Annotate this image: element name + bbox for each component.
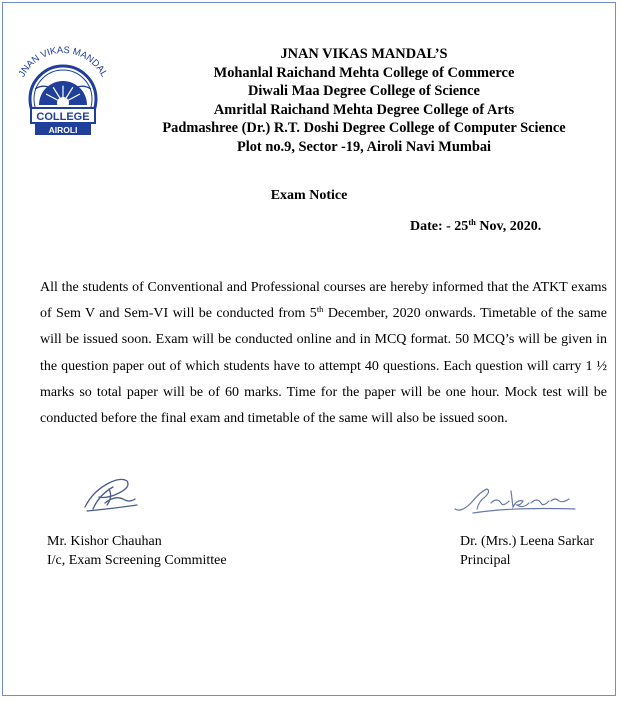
letterhead-line-arts: Amritlal Raichand Mehta Degree College of Arts — [213, 101, 515, 118]
letterhead-line-address: Plot no.9, Sector -19, Airoli Navi Mumbai — [236, 138, 492, 155]
logo-college-text: COLLEGE — [36, 111, 90, 123]
notice-body-part1: All the students of Conventional and Professional courses are hereby informed that the ATKT exams of Sem V and Sem-VI will be conducted from 5 — [40, 280, 607, 322]
date-prefix: Date: - 25 — [410, 219, 469, 234]
college-logo — [9, 45, 117, 141]
signatory-left-role: I/c, Exam Screening Committee — [47, 552, 227, 568]
notice-date — [410, 219, 541, 235]
signature-right — [451, 483, 581, 517]
letterhead-line-commerce: Mohanlal Raichand Mehta College of Commerce — [213, 64, 515, 81]
signatory-right-role: Principal — [460, 552, 511, 568]
logo-airoli-text: AIROLI — [48, 125, 78, 135]
letterhead-line-computer-science: Padmashree (Dr.) R.T. Doshi Degree College of Computer Science — [162, 120, 566, 137]
notice-title: Exam Notice — [270, 188, 348, 203]
date-suffix-sup: th — [468, 217, 476, 227]
signature-left — [79, 473, 141, 515]
letterhead-line-trust: JNAN VIKAS MANDAL’S — [280, 46, 448, 62]
signatory-left — [47, 533, 227, 570]
letterhead-line-science: Diwali Maa Degree College of Science — [248, 83, 480, 100]
document-page — [2, 2, 616, 696]
notice-body-sup: th — [316, 304, 324, 315]
signatory-right — [460, 533, 594, 570]
signatory-left-name: Mr. Kishor Chauhan — [47, 534, 162, 549]
logo-arc-text: JNAN VIKAS MANDAL — [16, 45, 110, 80]
date-suffix: Nov, 2020. — [475, 219, 542, 234]
signatory-right-name: Dr. (Mrs.) Leena Sarkar — [460, 534, 595, 549]
notice-body-part2: December, 2020 onwards. Timetable of the same will be issued soon. Exam will be conducted online and in MCQ format. 50 MCQ’s will be given in the question paper out of which students have to attempt 40 questions. Each question will carry 1 ½ marks so total paper will be of 60 marks. Time for the paper will be one hour. Mock test will be conducted before the final exam and timetable of the same will also be issued soon. — [40, 306, 607, 427]
letterhead — [123, 45, 605, 157]
notice-body — [40, 275, 607, 432]
